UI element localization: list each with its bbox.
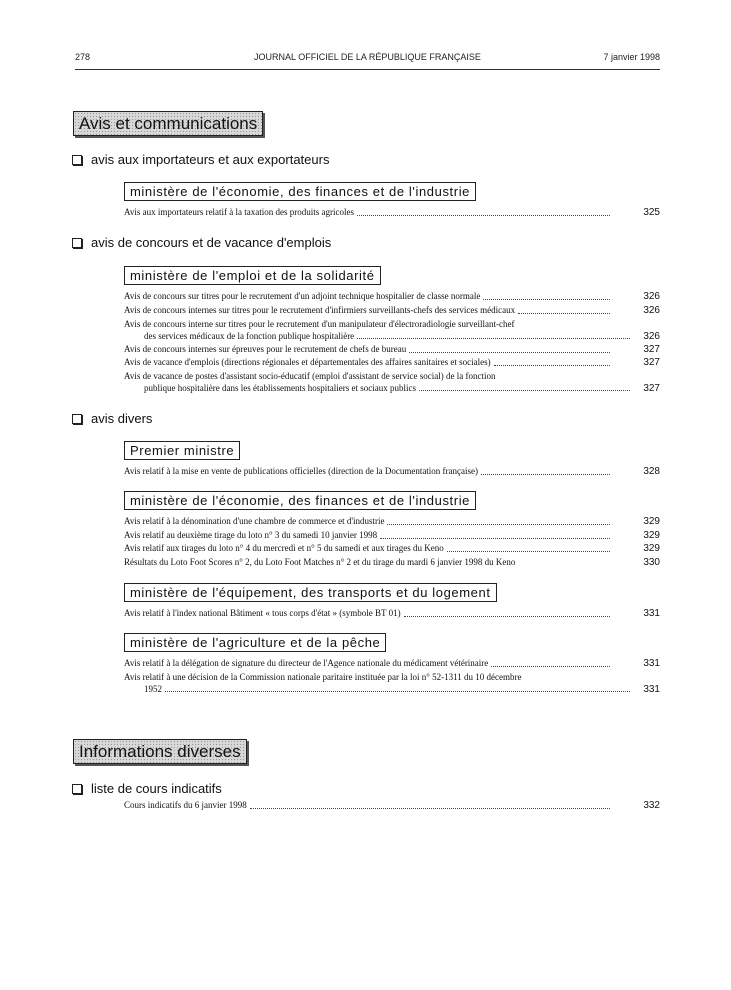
entry-page: 326 (643, 305, 660, 316)
leader-dots (357, 215, 610, 216)
leader-dots (481, 474, 610, 475)
entry-page: 328 (643, 466, 660, 477)
toc-entry[interactable] (124, 371, 660, 394)
leader-dots (491, 666, 610, 667)
rubrique-cours (72, 781, 222, 796)
entry-page: 329 (643, 543, 660, 554)
entry-page: 327 (643, 344, 660, 355)
ministry-emploi: ministère de l'emploi et de la solidarité (124, 266, 381, 285)
entry-text: Avis de concours interne sur titres pour le recrutement d'un manipulateur d'électroradiologie surveillant-chef (124, 319, 515, 329)
toc-entry[interactable] (124, 557, 660, 569)
ministry-premier: Premier ministre (124, 441, 240, 460)
checkbox-bullet-icon (72, 414, 82, 424)
leader-dots (165, 691, 630, 692)
leader-dots (387, 524, 610, 525)
toc-entry[interactable] (124, 672, 660, 695)
leader-dots (494, 365, 610, 366)
toc-entry[interactable] (124, 800, 660, 812)
rubrique-label: avis aux importateurs et aux exportateurs (91, 152, 330, 167)
rubrique-concours (72, 235, 331, 250)
entry-page: 326 (643, 291, 660, 302)
rubrique-importateurs (72, 152, 329, 167)
entry-page: 331 (643, 608, 660, 619)
toc-entry[interactable] (124, 357, 660, 369)
toc-entry[interactable] (124, 319, 660, 342)
ministry-equipement: ministère de l'équipement, des transports et du logement (124, 583, 497, 602)
leader-dots (250, 808, 610, 809)
entry-page: 327 (643, 357, 660, 368)
checkbox-bullet-icon (72, 155, 82, 165)
entry-text: Avis relatif à la mise en vente de publications officielles (direction de la Documentation française) (124, 466, 479, 476)
entry-page: 327 (643, 382, 660, 394)
entry-text-continued: publique hospitalière dans les établissements hospitaliers et sociaux publics (144, 382, 416, 393)
toc-entry[interactable] (124, 291, 660, 303)
header-rule (75, 69, 660, 70)
issue-date: 7 janvier 1998 (603, 52, 660, 62)
toc-entry[interactable] (124, 516, 660, 528)
entry-text: Avis de concours internes sur titres pour le recrutement d'infirmiers surveillants-chefs des services médicaux (124, 305, 516, 315)
entry-text: Avis aux importateurs relatif à la taxation des produits agricoles (124, 207, 355, 217)
entry-text: Avis relatif aux tirages du loto n° 4 du mercredi et n° 5 du samedi et aux tirages du Keno (124, 543, 444, 553)
entry-text-continued: des services médicaux de la fonction publique hospitalière (144, 330, 355, 341)
entry-page: 331 (643, 683, 660, 695)
entry-page: 326 (643, 330, 660, 342)
entry-text: Avis de vacance de postes d'assistant socio-éducatif (emploi d'assistant de service social) de la fonction (124, 371, 496, 381)
entry-text-continued: 1952 (144, 683, 162, 694)
toc-entry[interactable] (124, 658, 660, 670)
leader-dots (419, 390, 630, 391)
ministry-economie: ministère de l'économie, des finances et de l'industrie (124, 491, 476, 510)
leader-dots (380, 538, 610, 539)
leader-dots (447, 551, 610, 552)
toc-entry[interactable] (124, 207, 660, 219)
entry-page: 331 (643, 658, 660, 669)
checkbox-bullet-icon (72, 784, 82, 794)
entry-text: Résultats du Loto Foot Scores n° 2, du Loto Foot Matches n° 2 et du tirage du mardi 6 janvier 1998 du Keno (124, 557, 516, 567)
leader-dots (518, 313, 610, 314)
checkbox-bullet-icon (72, 238, 82, 248)
toc-entry[interactable] (124, 530, 660, 542)
journal-title: JOURNAL OFFICIEL DE LA RÉPUBLIQUE FRANÇAISE (254, 52, 481, 62)
toc-entry[interactable] (124, 305, 660, 317)
entry-page: 329 (643, 530, 660, 541)
entry-page: 330 (643, 557, 660, 568)
rubrique-label: avis de concours et de vacance d'emplois (91, 235, 332, 250)
entry-text: Avis de concours internes sur épreuves pour le recrutement de chefs de bureau (124, 344, 407, 354)
page-number: 278 (75, 52, 91, 62)
entry-page: 332 (643, 800, 660, 811)
toc-entry[interactable] (124, 344, 660, 356)
rubrique-divers (72, 411, 152, 426)
leader-dots (409, 352, 610, 353)
entry-text: Avis de concours sur titres pour le recrutement d'un adjoint technique hospitalier de classe normale (124, 291, 481, 301)
ministry-economie: ministère de l'économie, des finances et de l'industrie (124, 182, 476, 201)
toc-entry[interactable] (124, 608, 660, 620)
entry-text: Avis relatif à l'index national Bâtiment « tous corps d'état » (symbole BT 01) (124, 608, 401, 618)
leader-dots (357, 338, 630, 339)
section-title-avis: Avis et communications (73, 111, 263, 136)
ministry-agriculture: ministère de l'agriculture et de la pêche (124, 633, 386, 652)
leader-dots (404, 616, 610, 617)
toc-entry[interactable] (124, 466, 660, 478)
entry-page: 329 (643, 516, 660, 527)
rubrique-label: liste de cours indicatifs (91, 781, 222, 796)
rubrique-label: avis divers (91, 411, 153, 426)
leader-dots (483, 299, 610, 300)
entry-page: 325 (643, 207, 660, 218)
section-title-informations: Informations diverses (73, 739, 247, 764)
toc-entry[interactable] (124, 543, 660, 555)
entry-text: Avis de vacance d'emplois (directions régionales et départementales des affaires sanitaires et sociales) (124, 357, 491, 367)
entry-text: Avis relatif à une décision de la Commission nationale paritaire instituée par la loi n° 52-1311 du 10 décembre (124, 672, 522, 682)
entry-text: Avis relatif à la délégation de signature du directeur de l'Agence nationale du médicament vétérinaire (124, 658, 489, 668)
entry-text: Cours indicatifs du 6 janvier 1998 (124, 800, 247, 810)
entry-text: Avis relatif au deuxième tirage du loto n° 3 du samedi 10 janvier 1998 (124, 530, 378, 540)
entry-text: Avis relatif à la dénomination d'une chambre de commerce et d'industrie (124, 516, 385, 526)
